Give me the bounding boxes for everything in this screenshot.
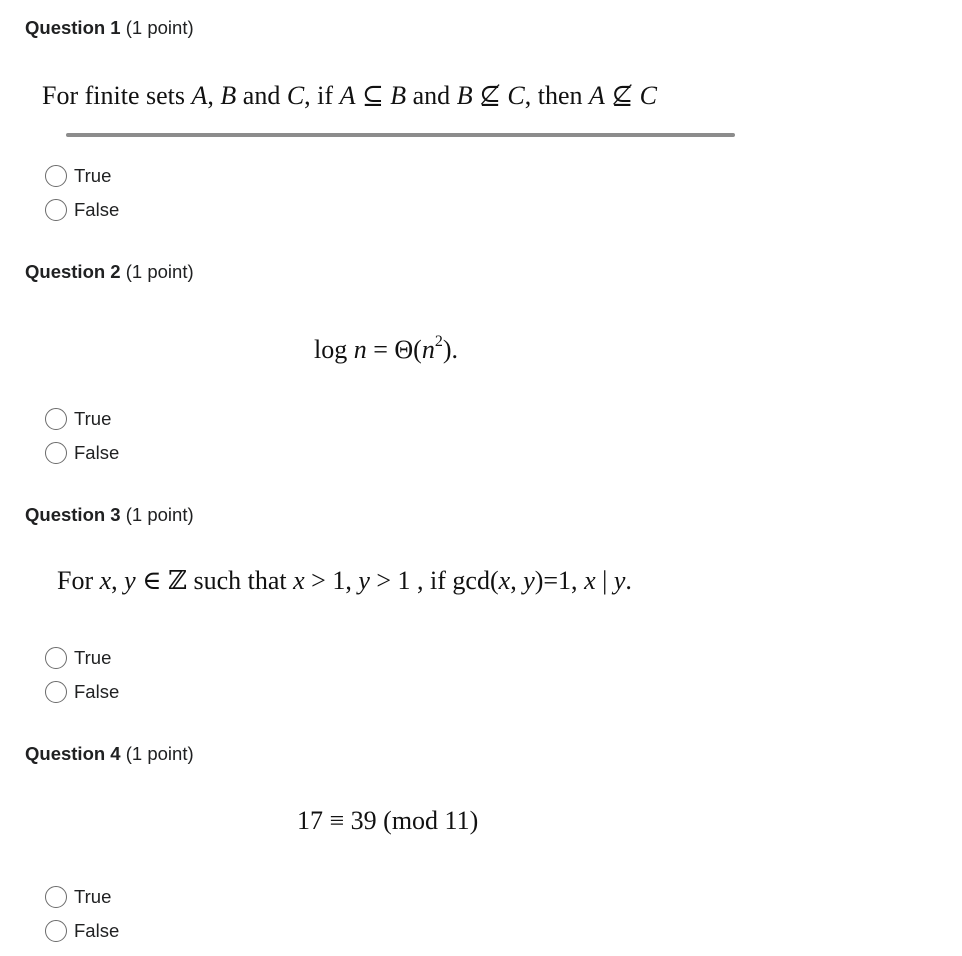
option-label: False <box>74 199 120 220</box>
option-label: False <box>74 681 120 702</box>
horizontal-scrollbar[interactable] <box>66 133 735 137</box>
question-2-option-true[interactable] <box>45 406 111 432</box>
question-1-option-false[interactable] <box>45 197 119 223</box>
question-points: (1 point) <box>125 261 194 282</box>
question-4-header <box>25 743 194 765</box>
radio-button[interactable] <box>45 647 67 669</box>
radio-button[interactable] <box>45 442 67 464</box>
question-number: Question 2 <box>25 261 121 282</box>
question-1-option-true[interactable] <box>45 163 111 189</box>
option-label: False <box>74 920 120 941</box>
question-points: (1 point) <box>125 504 194 525</box>
option-label: True <box>74 165 112 186</box>
question-number: Question 3 <box>25 504 121 525</box>
question-1-header <box>25 17 194 39</box>
question-4-statement: 17 ≡ 39 (mod 11) <box>297 806 479 835</box>
question-1-statement: For finite sets A, B and C, if A ⊆ B and B ⊈ C, then A ⊈ C <box>42 81 658 110</box>
question-number: Question 1 <box>25 17 121 38</box>
question-3-header <box>25 504 194 526</box>
radio-button[interactable] <box>45 199 67 221</box>
radio-button[interactable] <box>45 886 67 908</box>
radio-button[interactable] <box>45 165 67 187</box>
option-label: True <box>74 647 112 668</box>
option-label: False <box>74 442 120 463</box>
radio-button[interactable] <box>45 920 67 942</box>
question-number: Question 4 <box>25 743 121 764</box>
question-4-option-true[interactable] <box>45 884 111 910</box>
question-points: (1 point) <box>125 17 194 38</box>
question-3-option-false[interactable] <box>45 679 119 705</box>
question-2-statement: $\log n = \Theta(n^2)$. <box>314 333 459 364</box>
option-label: True <box>74 886 112 907</box>
question-points: (1 point) <box>125 743 194 764</box>
radio-button[interactable] <box>45 681 67 703</box>
question-2-option-false[interactable] <box>45 440 119 466</box>
question-2-header <box>25 261 194 283</box>
question-4-option-false[interactable] <box>45 918 119 944</box>
question-3-option-true[interactable] <box>45 645 111 671</box>
question-3-statement: For x, y ∈ ℤ such that x > 1, y > 1 , if gcd(x, y)=1, x | y. <box>57 566 632 595</box>
option-label: True <box>74 408 112 429</box>
radio-button[interactable] <box>45 408 67 430</box>
